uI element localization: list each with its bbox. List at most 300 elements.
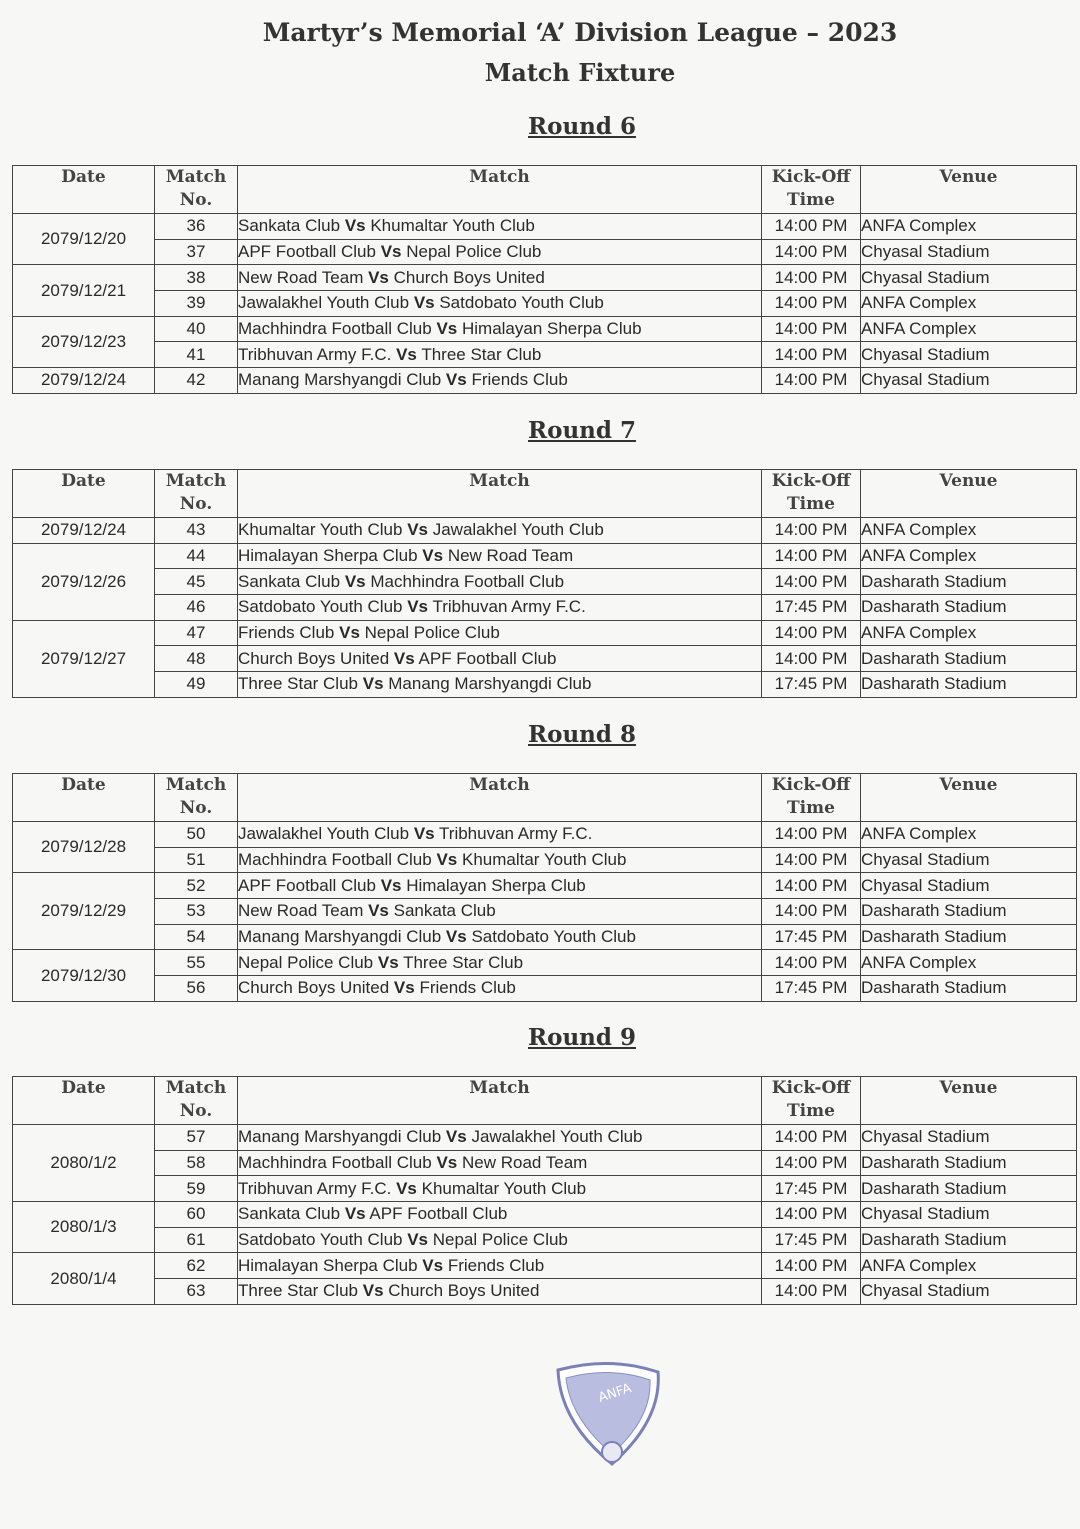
- fixture-row: [13, 646, 1077, 672]
- home-team: Satdobato Youth Club: [238, 1230, 403, 1250]
- col-header-kickoff-line1: Kick-Off: [771, 471, 851, 491]
- vs-label: Vs: [344, 1204, 366, 1224]
- away-team: Nepal Police Club: [432, 1230, 568, 1250]
- vs-label: Vs: [407, 597, 429, 617]
- fixture-row: [13, 950, 1077, 976]
- match-teams: [238, 950, 762, 976]
- fixture-row: [13, 569, 1077, 595]
- venue: Chyasal Stadium: [861, 873, 1077, 899]
- match-number: 61: [155, 1227, 238, 1253]
- match-teams: [238, 924, 762, 950]
- col-header-date-label: Date: [61, 167, 106, 187]
- match-teams: [238, 1227, 762, 1253]
- home-team: Tribhuvan Army F.C.: [238, 344, 392, 364]
- match-teams: [238, 239, 762, 265]
- vs-label: Vs: [344, 571, 366, 591]
- away-team: Sankata Club: [393, 901, 496, 921]
- col-header-kickoff-line2: Time: [787, 190, 835, 210]
- venue: ANFA Complex: [861, 543, 1077, 569]
- match-teams: [238, 899, 762, 925]
- vs-label: Vs: [413, 824, 435, 844]
- venue: Dasharath Stadium: [861, 1150, 1077, 1176]
- kickoff-time: 14:00 PM: [762, 569, 861, 595]
- fixture-row: [13, 316, 1077, 342]
- fixture-row: [13, 368, 1077, 394]
- match-teams: [238, 214, 762, 240]
- venue: Chyasal Stadium: [861, 239, 1077, 265]
- away-team: Friends Club: [419, 978, 516, 998]
- fixture-row: [13, 1279, 1077, 1305]
- col-header-match: [238, 1077, 762, 1125]
- col-header-match-no-line2: No.: [179, 798, 213, 818]
- fixture-row: [13, 620, 1077, 646]
- vs-label: Vs: [344, 216, 366, 236]
- col-header-match-no-line1: Match: [165, 775, 227, 795]
- venue: Chyasal Stadium: [861, 342, 1077, 368]
- col-header-venue: [861, 470, 1077, 518]
- venue: Dasharath Stadium: [861, 569, 1077, 595]
- match-number: 58: [155, 1150, 238, 1176]
- fixture-row: [13, 342, 1077, 368]
- fixture-table: [12, 1076, 1077, 1305]
- vs-label: Vs: [393, 978, 415, 998]
- fixture-row: [13, 822, 1077, 848]
- home-team: Sankata Club: [238, 216, 341, 236]
- header-row: [13, 1077, 1077, 1125]
- vs-label: Vs: [339, 623, 360, 643]
- match-teams: [238, 569, 762, 595]
- home-team: Machhindra Football Club: [238, 1153, 432, 1173]
- venue: Dasharath Stadium: [861, 899, 1077, 925]
- match-number: 43: [155, 518, 238, 544]
- kickoff-time: 14:00 PM: [762, 291, 861, 317]
- home-team: Himalayan Sherpa Club: [238, 1255, 418, 1275]
- match-number: 36: [155, 214, 238, 240]
- match-teams: [238, 847, 762, 873]
- venue: Dasharath Stadium: [861, 672, 1077, 698]
- match-number: 47: [155, 620, 238, 646]
- kickoff-time: 17:45 PM: [762, 1227, 861, 1253]
- col-header-match-no-line1: Match: [165, 1078, 227, 1098]
- home-team: Sankata Club: [238, 1204, 341, 1224]
- fixture-table: [12, 773, 1077, 1002]
- col-header-kickoff: [762, 1077, 861, 1125]
- vs-label: Vs: [396, 344, 417, 364]
- away-team: Church Boys United: [388, 1281, 540, 1301]
- fixture-row: [13, 924, 1077, 950]
- col-header-venue: [861, 774, 1077, 822]
- col-header-match-no: [155, 166, 238, 214]
- home-team: Church Boys United: [238, 648, 390, 668]
- home-team: Jawalakhel Youth Club: [238, 293, 410, 313]
- venue: Dasharath Stadium: [861, 924, 1077, 950]
- match-date: 2079/12/27: [13, 620, 155, 697]
- venue: Dasharath Stadium: [861, 1227, 1077, 1253]
- away-team: Khumaltar Youth Club: [461, 850, 627, 870]
- vs-label: Vs: [396, 1178, 417, 1198]
- fixture-row: [13, 899, 1077, 925]
- match-number: 60: [155, 1202, 238, 1228]
- venue: Dasharath Stadium: [861, 1176, 1077, 1202]
- away-team: Friends Club: [471, 370, 568, 390]
- col-header-date: [13, 1077, 155, 1125]
- match-date: 2079/12/30: [13, 950, 155, 1001]
- col-header-match-no-line1: Match: [165, 471, 227, 491]
- match-number: 44: [155, 543, 238, 569]
- match-date: 2079/12/23: [13, 316, 155, 367]
- vs-label: Vs: [407, 1230, 429, 1250]
- home-team: Three Star Club: [238, 1281, 358, 1301]
- away-team: Tribhuvan Army F.C.: [432, 597, 586, 617]
- kickoff-time: 14:00 PM: [762, 368, 861, 394]
- match-teams: [238, 316, 762, 342]
- match-number: 49: [155, 672, 238, 698]
- venue: Chyasal Stadium: [861, 847, 1077, 873]
- document-subtitle: Match Fixture: [484, 58, 676, 87]
- col-header-match-no-line2: No.: [179, 494, 213, 514]
- kickoff-time: 14:00 PM: [762, 873, 861, 899]
- away-team: Nepal Police Club: [406, 242, 542, 262]
- vs-label: Vs: [377, 952, 399, 972]
- kickoff-time: 14:00 PM: [762, 1202, 861, 1228]
- match-number: 37: [155, 239, 238, 265]
- col-header-match-no: [155, 774, 238, 822]
- fixture-row: [13, 518, 1077, 544]
- venue: Dasharath Stadium: [861, 976, 1077, 1002]
- home-team: APF Football Club: [238, 242, 376, 262]
- kickoff-time: 14:00 PM: [762, 1253, 861, 1279]
- fixture-row: [13, 873, 1077, 899]
- kickoff-time: 14:00 PM: [762, 847, 861, 873]
- venue: ANFA Complex: [861, 518, 1077, 544]
- home-team: Sankata Club: [238, 571, 341, 591]
- col-header-venue-label: Venue: [939, 775, 998, 795]
- match-teams: [238, 1150, 762, 1176]
- header-row: [13, 774, 1077, 822]
- round-title: Round 9: [528, 1024, 636, 1051]
- header-row: [13, 166, 1077, 214]
- fixture-row: [13, 1176, 1077, 1202]
- venue: Dasharath Stadium: [861, 595, 1077, 621]
- col-header-match: [238, 166, 762, 214]
- match-teams: [238, 672, 762, 698]
- col-header-match-label: Match: [469, 167, 530, 187]
- match-number: 51: [155, 847, 238, 873]
- col-header-date-label: Date: [61, 775, 106, 795]
- home-team: Manang Marshyangdi Club: [238, 927, 442, 947]
- match-date: 2080/1/3: [13, 1202, 155, 1253]
- round-title: Round 7: [528, 417, 636, 444]
- col-header-kickoff-line2: Time: [787, 1101, 835, 1121]
- match-number: 55: [155, 950, 238, 976]
- match-number: 56: [155, 976, 238, 1002]
- home-team: Nepal Police Club: [238, 952, 374, 972]
- match-teams: [238, 1279, 762, 1305]
- kickoff-time: 14:00 PM: [762, 214, 861, 240]
- col-header-kickoff: [762, 166, 861, 214]
- fixture-row: [13, 595, 1077, 621]
- fixture-row: [13, 1202, 1077, 1228]
- match-number: 41: [155, 342, 238, 368]
- kickoff-time: 14:00 PM: [762, 316, 861, 342]
- match-number: 40: [155, 316, 238, 342]
- vs-label: Vs: [436, 850, 458, 870]
- away-team: Friends Club: [447, 1255, 545, 1275]
- fixture-row: [13, 847, 1077, 873]
- fixture-table: [12, 165, 1077, 394]
- match-teams: [238, 265, 762, 291]
- match-date: 2080/1/2: [13, 1125, 155, 1202]
- match-number: 50: [155, 822, 238, 848]
- fixture-row: [13, 265, 1077, 291]
- venue: Dasharath Stadium: [861, 646, 1077, 672]
- match-teams: [238, 646, 762, 672]
- kickoff-time: 14:00 PM: [762, 1150, 861, 1176]
- round-title: Round 6: [528, 113, 636, 140]
- away-team: Khumaltar Youth Club: [421, 1178, 587, 1198]
- home-team: Machhindra Football Club: [238, 850, 432, 870]
- anfa-logo-icon: [550, 1360, 665, 1470]
- match-number: 63: [155, 1279, 238, 1305]
- match-number: 38: [155, 265, 238, 291]
- col-header-match-label: Match: [469, 775, 530, 795]
- kickoff-time: 14:00 PM: [762, 543, 861, 569]
- away-team: APF Football Club: [369, 1204, 508, 1224]
- col-header-date-label: Date: [61, 471, 106, 491]
- away-team: Three Star Club: [421, 344, 542, 364]
- kickoff-time: 17:45 PM: [762, 1176, 861, 1202]
- home-team: Manang Marshyangdi Club: [238, 1127, 442, 1147]
- kickoff-time: 14:00 PM: [762, 518, 861, 544]
- vs-label: Vs: [368, 267, 389, 287]
- vs-label: Vs: [380, 875, 402, 895]
- away-team: Himalayan Sherpa Club: [461, 319, 642, 339]
- vs-label: Vs: [422, 546, 444, 566]
- away-team: Three Star Club: [403, 952, 524, 972]
- match-number: 62: [155, 1253, 238, 1279]
- match-teams: [238, 291, 762, 317]
- home-team: Jawalakhel Youth Club: [238, 824, 410, 844]
- away-team: Jawalakhel Youth Club: [471, 1127, 643, 1147]
- vs-label: Vs: [445, 1127, 467, 1147]
- kickoff-time: 14:00 PM: [762, 646, 861, 672]
- fixture-row: [13, 672, 1077, 698]
- col-header-match-no: [155, 470, 238, 518]
- fixture-table: [12, 469, 1077, 698]
- col-header-venue: [861, 166, 1077, 214]
- home-team: New Road Team: [238, 267, 364, 287]
- match-teams: [238, 976, 762, 1002]
- fixture-row: [13, 1253, 1077, 1279]
- match-number: 46: [155, 595, 238, 621]
- match-date: 2079/12/20: [13, 214, 155, 265]
- match-teams: [238, 1253, 762, 1279]
- venue: ANFA Complex: [861, 620, 1077, 646]
- vs-label: Vs: [368, 901, 389, 921]
- kickoff-time: 17:45 PM: [762, 924, 861, 950]
- match-date: 2079/12/26: [13, 543, 155, 620]
- match-teams: [238, 873, 762, 899]
- col-header-venue-label: Venue: [939, 471, 998, 491]
- header-row: [13, 470, 1077, 518]
- col-header-kickoff-line1: Kick-Off: [771, 167, 851, 187]
- col-header-date: [13, 774, 155, 822]
- home-team: Machhindra Football Club: [238, 319, 432, 339]
- home-team: Friends Club: [238, 623, 335, 643]
- match-teams: [238, 620, 762, 646]
- match-number: 42: [155, 368, 238, 394]
- match-date: 2079/12/24: [13, 368, 155, 394]
- away-team: Machhindra Football Club: [370, 571, 565, 591]
- match-teams: [238, 822, 762, 848]
- vs-label: Vs: [413, 293, 435, 313]
- venue: Chyasal Stadium: [861, 1125, 1077, 1151]
- match-date: 2079/12/29: [13, 873, 155, 950]
- kickoff-time: 14:00 PM: [762, 620, 861, 646]
- col-header-kickoff-line1: Kick-Off: [771, 775, 851, 795]
- venue: ANFA Complex: [861, 291, 1077, 317]
- kickoff-time: 14:00 PM: [762, 1279, 861, 1305]
- col-header-venue-label: Venue: [939, 1078, 998, 1098]
- match-number: 59: [155, 1176, 238, 1202]
- kickoff-time: 14:00 PM: [762, 950, 861, 976]
- match-number: 45: [155, 569, 238, 595]
- match-teams: [238, 1176, 762, 1202]
- venue: ANFA Complex: [861, 822, 1077, 848]
- vs-label: Vs: [422, 1255, 444, 1275]
- col-header-venue-label: Venue: [939, 167, 998, 187]
- kickoff-time: 14:00 PM: [762, 239, 861, 265]
- match-date: 2080/1/4: [13, 1253, 155, 1304]
- match-teams: [238, 518, 762, 544]
- col-header-match: [238, 470, 762, 518]
- vs-label: Vs: [445, 927, 467, 947]
- away-team: Tribhuvan Army F.C.: [439, 824, 593, 844]
- venue: Chyasal Stadium: [861, 265, 1077, 291]
- match-teams: [238, 368, 762, 394]
- vs-label: Vs: [362, 1281, 384, 1301]
- away-team: Himalayan Sherpa Club: [406, 875, 586, 895]
- kickoff-time: 17:45 PM: [762, 976, 861, 1002]
- home-team: Khumaltar Youth Club: [238, 520, 403, 540]
- col-header-date-label: Date: [61, 1078, 106, 1098]
- match-date: 2079/12/24: [13, 518, 155, 544]
- match-number: 52: [155, 873, 238, 899]
- col-header-match-label: Match: [469, 471, 530, 491]
- fixture-row: [13, 976, 1077, 1002]
- col-header-kickoff-line2: Time: [787, 798, 835, 818]
- match-date: 2079/12/28: [13, 822, 155, 873]
- col-header-venue: [861, 1077, 1077, 1125]
- home-team: Tribhuvan Army F.C.: [238, 1178, 392, 1198]
- fixture-row: [13, 214, 1077, 240]
- match-date: 2079/12/21: [13, 265, 155, 316]
- match-number: 53: [155, 899, 238, 925]
- kickoff-time: 14:00 PM: [762, 899, 861, 925]
- col-header-kickoff-line1: Kick-Off: [771, 1078, 851, 1098]
- home-team: Himalayan Sherpa Club: [238, 546, 418, 566]
- match-teams: [238, 1125, 762, 1151]
- venue: Chyasal Stadium: [861, 1202, 1077, 1228]
- away-team: Church Boys United: [393, 267, 545, 287]
- vs-label: Vs: [436, 1153, 458, 1173]
- venue: ANFA Complex: [861, 1253, 1077, 1279]
- home-team: New Road Team: [238, 901, 364, 921]
- away-team: Nepal Police Club: [364, 623, 500, 643]
- vs-label: Vs: [407, 520, 428, 540]
- match-number: 39: [155, 291, 238, 317]
- home-team: Satdobato Youth Club: [238, 597, 403, 617]
- vs-label: Vs: [445, 370, 467, 390]
- away-team: Satdobato Youth Club: [471, 927, 636, 947]
- kickoff-time: 14:00 PM: [762, 265, 861, 291]
- venue: Chyasal Stadium: [861, 1279, 1077, 1305]
- kickoff-time: 14:00 PM: [762, 1125, 861, 1151]
- vs-label: Vs: [393, 648, 415, 668]
- match-number: 48: [155, 646, 238, 672]
- kickoff-time: 17:45 PM: [762, 595, 861, 621]
- fixture-row: [13, 1150, 1077, 1176]
- away-team: Manang Marshyangdi Club: [388, 674, 592, 694]
- kickoff-time: 17:45 PM: [762, 672, 861, 698]
- venue: ANFA Complex: [861, 950, 1077, 976]
- col-header-match-no-line1: Match: [165, 167, 227, 187]
- svg-text:ANFA: ANFA: [596, 1381, 634, 1406]
- vs-label: Vs: [380, 242, 402, 262]
- match-teams: [238, 543, 762, 569]
- match-teams: [238, 595, 762, 621]
- away-team: Satdobato Youth Club: [439, 293, 604, 313]
- match-number: 57: [155, 1125, 238, 1151]
- away-team: APF Football Club: [418, 648, 557, 668]
- fixture-row: [13, 291, 1077, 317]
- away-team: New Road Team: [461, 1153, 588, 1173]
- col-header-kickoff-line2: Time: [787, 494, 835, 514]
- col-header-match-no-line2: No.: [179, 1101, 213, 1121]
- col-header-match: [238, 774, 762, 822]
- document-title: Martyr’s Memorial ‘A’ Division League – 2023: [262, 18, 898, 47]
- venue: Chyasal Stadium: [861, 368, 1077, 394]
- home-team: Church Boys United: [238, 978, 390, 998]
- col-header-match-label: Match: [469, 1078, 530, 1098]
- col-header-date: [13, 470, 155, 518]
- round-title: Round 8: [528, 721, 636, 748]
- away-team: Khumaltar Youth Club: [370, 216, 535, 236]
- away-team: New Road Team: [447, 546, 574, 566]
- fixture-row: [13, 239, 1077, 265]
- match-teams: [238, 342, 762, 368]
- match-teams: [238, 1202, 762, 1228]
- col-header-kickoff: [762, 470, 861, 518]
- fixture-row: [13, 1125, 1077, 1151]
- vs-label: Vs: [362, 674, 384, 694]
- col-header-match-no-line2: No.: [179, 190, 213, 210]
- venue: ANFA Complex: [861, 316, 1077, 342]
- kickoff-time: 14:00 PM: [762, 342, 861, 368]
- vs-label: Vs: [436, 319, 458, 339]
- home-team: Manang Marshyangdi Club: [238, 370, 442, 390]
- home-team: APF Football Club: [238, 875, 376, 895]
- fixture-row: [13, 543, 1077, 569]
- venue: ANFA Complex: [861, 214, 1077, 240]
- fixture-row: [13, 1227, 1077, 1253]
- col-header-match-no: [155, 1077, 238, 1125]
- kickoff-time: 14:00 PM: [762, 822, 861, 848]
- home-team: Three Star Club: [238, 674, 358, 694]
- away-team: Jawalakhel Youth Club: [432, 520, 604, 540]
- col-header-kickoff: [762, 774, 861, 822]
- col-header-date: [13, 166, 155, 214]
